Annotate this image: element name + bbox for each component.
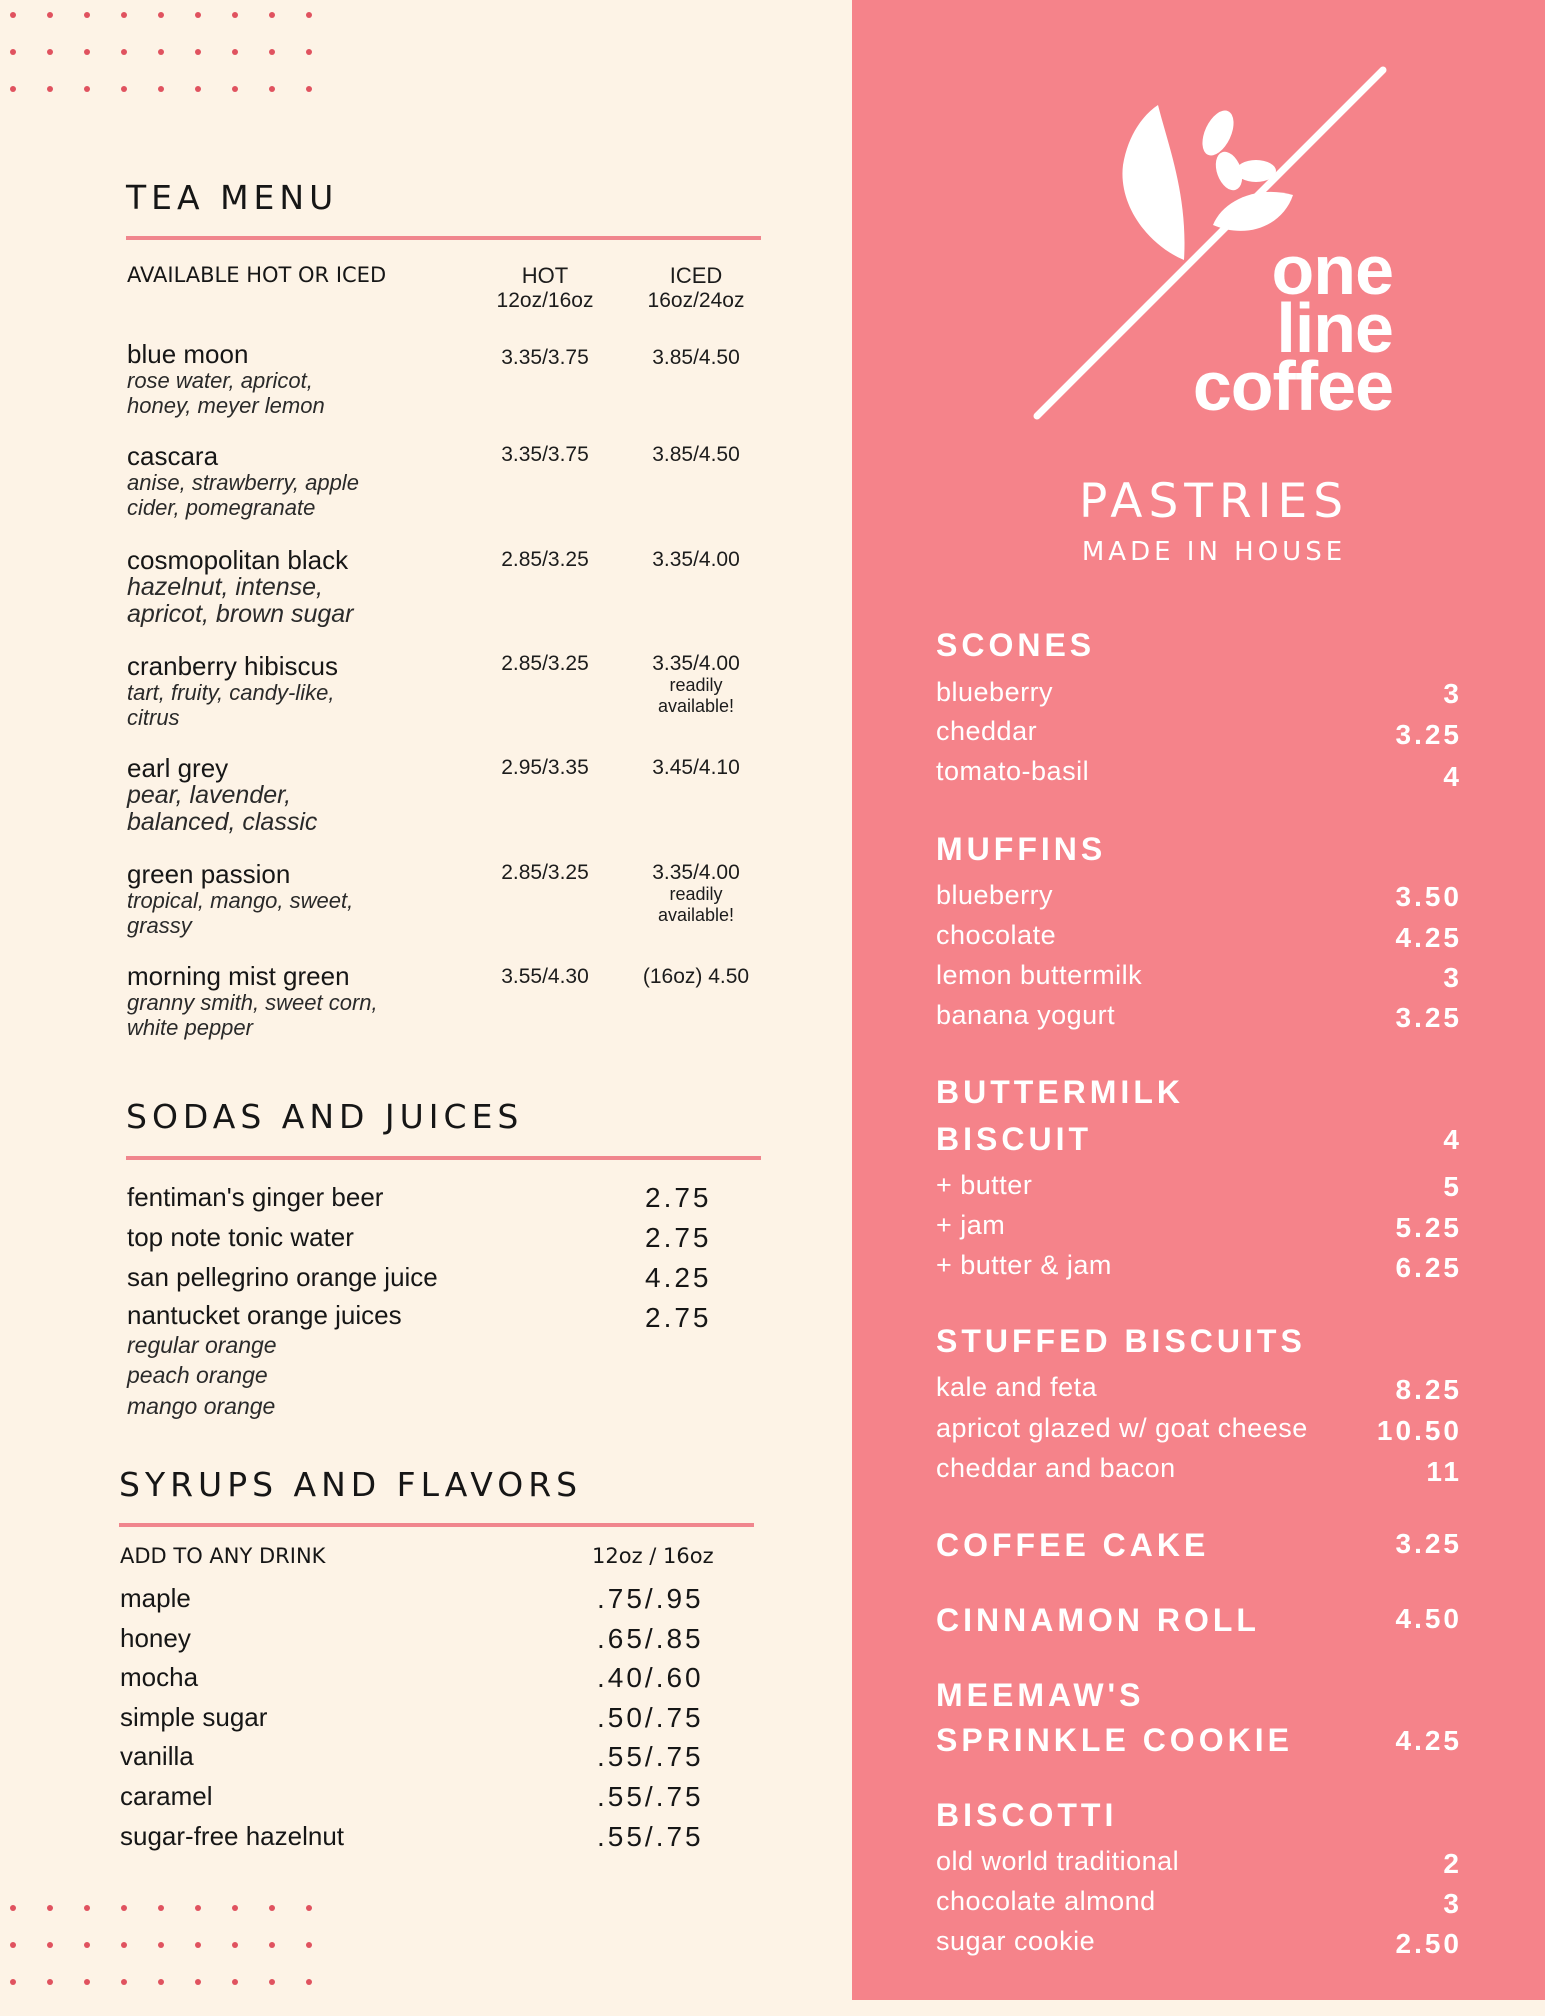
hot-column-header [475,263,615,313]
bottom-dot-pattern [10,1905,343,2016]
soda-price: 2.75 [645,1222,712,1253]
tea-iced-price: 3.85/4.50 [652,443,740,466]
tea-hot-price: 3.55/4.30 [501,965,589,988]
available-hot-or-iced-label: AVAILABLE HOT OR ICED [127,263,387,287]
pastry-price: 5 [1443,1171,1462,1202]
tea-desc: tart, fruity, candy-like, [127,680,335,705]
iced-label: ICED [669,263,723,288]
readily-note: readily [669,884,723,904]
tea-item-cranberry-hibiscus [127,652,527,730]
pastries-title: PASTRIES [1078,474,1350,529]
buttermilk-title: BUTTERMILK [936,1074,1184,1110]
pastry-item: blueberry [936,880,1054,910]
tea-iced-price: 3.35/4.00 [652,548,740,571]
one-line-coffee-logo [1028,65,1393,425]
add-to-any-drink-label: ADD TO ANY DRINK [120,1544,326,1568]
tea-item-morning-mist-green [127,962,527,1040]
soda-item: top note tonic water [127,1222,354,1252]
pastry-price: 2.50 [1395,1928,1462,1959]
pastry-item: chocolate almond [936,1886,1156,1916]
pastry-item: + butter [936,1170,1033,1200]
biscuit-title: BISCUIT [936,1121,1092,1157]
syrup-item: caramel [120,1781,213,1811]
tea-iced-price: 3.45/4.10 [652,756,740,779]
cinnamon-roll-title: CINNAMON ROLL [936,1602,1260,1638]
brand-line-2: line [1276,289,1393,367]
pastry-item: blueberry [936,677,1054,707]
syrup-price: .50/.75 [597,1702,704,1733]
tea-hot-price: 2.85/3.25 [501,548,589,571]
tea-hot-price: 2.85/3.25 [501,652,589,675]
syrup-item: sugar-free hazelnut [120,1821,345,1851]
syrup-price: .65/.85 [597,1623,704,1654]
sodas-title: SODAS AND JUICES [126,1097,524,1136]
tea-name: cascara [127,441,219,471]
tea-item-cascara [127,442,527,520]
tea-item-cosmopolitan-black [127,546,527,628]
soda-price: 2.75 [645,1302,712,1333]
tea-desc: pear, lavender, [127,781,292,809]
iced-sizes: 16oz/24oz [647,289,745,312]
tea-desc: cider, pomegranate [127,495,316,520]
pastry-price: 4.25 [1395,1725,1462,1756]
tea-iced-price: 3.35/4.00 [652,861,740,884]
tea-hot-price: 2.85/3.25 [501,861,589,884]
tea-desc: citrus [127,705,180,730]
pastry-price: 5.25 [1395,1212,1462,1243]
tea-iced-price: 3.85/4.50 [652,346,740,369]
syrup-sizes-header: 12oz / 16oz [592,1544,714,1568]
soda-item: san pellegrino orange juice [127,1262,438,1292]
tea-desc: honey, meyer lemon [127,393,325,418]
tea-hot-price: 3.35/3.75 [501,346,589,369]
tea-item-green-passion [127,860,527,938]
sprinkle-cookie-title: SPRINKLE COOKIE [936,1722,1293,1758]
sodas-rule [126,1156,761,1160]
pastry-price: 10.50 [1376,1415,1462,1446]
tea-desc: rose water, apricot, [127,368,313,393]
tea-name: cranberry hibiscus [127,651,338,681]
tea-name: morning mist green [127,961,350,991]
syrup-item: simple sugar [120,1702,268,1732]
coffee-cake-title: COFFEE CAKE [936,1527,1210,1563]
pastry-item: cheddar [936,716,1038,746]
tea-name: cosmopolitan black [127,545,349,575]
meemaws-title: MEEMAW'S [936,1677,1145,1713]
pastry-price: 8.25 [1395,1374,1462,1405]
pastry-price: 4.25 [1395,922,1462,953]
juice-variant: peach orange [127,1362,268,1388]
tea-desc: apricot, brown sugar [127,600,354,628]
top-dot-pattern [10,12,343,123]
pastry-price: 4 [1443,761,1462,792]
tea-desc: grassy [127,913,192,938]
tea-desc: white pepper [127,1015,253,1040]
brand-line-3: coffee [1192,347,1393,425]
pastries-subtitle: MADE IN HOUSE [1081,537,1347,567]
soda-item: nantucket orange juices [127,1300,402,1330]
muffins-title: MUFFINS [936,831,1107,867]
tea-hot-price: 2.95/3.35 [501,756,589,779]
pastry-price: 3 [1443,962,1462,993]
syrup-item: vanilla [120,1741,194,1771]
pastry-item: apricot glazed w/ goat cheese [936,1413,1308,1443]
tea-item-blue-moon [127,340,527,418]
tea-menu-rule [126,236,761,240]
tea-iced-price-with-note [622,861,770,926]
soda-price: 2.75 [645,1182,712,1213]
hot-sizes: 12oz/16oz [496,289,594,312]
pastry-price: 3.50 [1395,881,1462,912]
iced-column-header [622,263,770,313]
tea-iced-price: 3.35/4.00 [652,652,740,675]
syrup-price: .55/.75 [597,1741,704,1772]
pastry-price: 3 [1443,1888,1462,1919]
hot-label: HOT [521,263,569,288]
soda-item: fentiman's ginger beer [127,1182,384,1212]
pastry-price: 4 [1443,1124,1462,1155]
scones-title: SCONES [936,627,1096,663]
juice-variant: mango orange [127,1393,276,1419]
available-note: available! [657,696,735,716]
pastry-price: 4.50 [1395,1603,1462,1634]
tea-item-earl-grey [127,754,527,836]
biscotti-title: BISCOTTI [936,1797,1118,1833]
tea-name: blue moon [127,339,249,369]
pastry-item: + butter & jam [936,1250,1112,1280]
syrup-price: .75/.95 [597,1583,704,1614]
tea-desc: tropical, mango, sweet, [127,888,354,913]
tea-iced-price-with-note [622,652,770,717]
readily-note: readily [669,675,723,695]
syrup-price: .55/.75 [597,1781,704,1812]
syrups-title: SYRUPS AND FLAVORS [119,1465,583,1504]
syrup-item: honey [120,1623,191,1653]
tea-name: green passion [127,859,291,889]
syrup-price: .55/.75 [597,1821,704,1852]
pastry-item: + jam [936,1210,1006,1240]
tea-menu-title: TEA MENU [126,178,339,217]
brand-line-1: one [1271,231,1393,309]
pastry-price: 3.25 [1395,1002,1462,1033]
tea-hot-price: 3.35/3.75 [501,443,589,466]
pastry-item: cheddar and bacon [936,1453,1176,1483]
tea-name: earl grey [127,753,229,783]
syrup-price: .40/.60 [597,1662,704,1693]
tea-iced-price: (16oz) 4.50 [642,965,750,988]
pastry-item: kale and feta [936,1372,1098,1402]
pastry-price: 3.25 [1395,1528,1462,1559]
pastry-item: old world traditional [936,1846,1180,1876]
stuffed-biscuits-title: STUFFED BISCUITS [936,1323,1306,1359]
pastry-item: lemon buttermilk [936,960,1143,990]
pastry-price: 3 [1443,678,1462,709]
pastry-item: sugar cookie [936,1926,1096,1956]
pastry-price: 3.25 [1395,719,1462,750]
pastry-price: 6.25 [1395,1252,1462,1283]
juice-variant: regular orange [127,1332,277,1358]
tea-desc: balanced, classic [127,808,318,836]
syrups-rule [119,1523,754,1527]
pastry-item: tomato-basil [936,756,1090,786]
syrup-item: mocha [120,1662,199,1692]
pastry-price: 2 [1443,1848,1462,1879]
tea-desc: anise, strawberry, apple [127,470,359,495]
soda-price: 4.25 [645,1262,712,1293]
tea-desc: hazelnut, intense, [127,573,323,601]
pastry-price: 11 [1426,1456,1462,1487]
tea-desc: granny smith, sweet corn, [127,990,378,1015]
syrup-item: maple [120,1583,191,1613]
pastry-item: banana yogurt [936,1000,1116,1030]
pastry-item: chocolate [936,920,1057,950]
available-note: available! [657,905,735,925]
